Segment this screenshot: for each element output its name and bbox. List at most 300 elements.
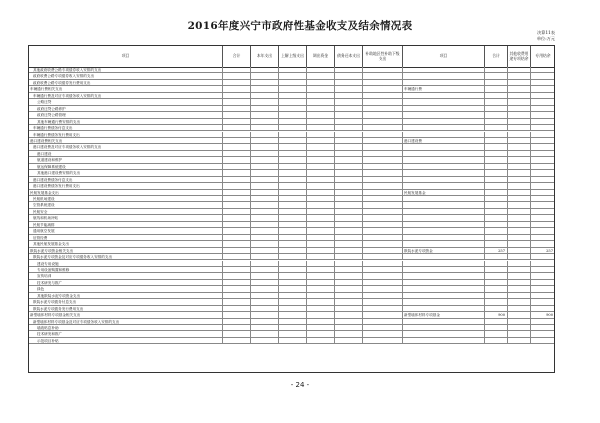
row-special: [531, 338, 555, 343]
row-right-total: [485, 67, 508, 72]
row-left-item: 政府还贷公路管理: [29, 112, 223, 117]
row-transfer-prev: [279, 228, 307, 233]
row-carryover: [508, 261, 531, 266]
row-current-year: [251, 319, 279, 324]
row-special: [531, 80, 555, 85]
row-transfer-fund: [307, 202, 335, 207]
row-right-total: [485, 125, 508, 130]
row-transfer-fund: [307, 312, 335, 317]
row-right-total: [485, 228, 508, 233]
row-special-transfer: [363, 164, 403, 169]
row-right-item: [403, 235, 485, 240]
row-carryover: [508, 235, 531, 240]
row-total: [223, 254, 251, 259]
row-debt-repay: [335, 325, 363, 330]
row-right-item: [403, 222, 485, 227]
row-debt-repay: [335, 183, 363, 188]
row-transfer-prev: [279, 331, 307, 336]
row-transfer-prev: [279, 93, 307, 98]
row-debt-repay: [335, 151, 363, 156]
row-right-item: [403, 215, 485, 220]
row-transfer-prev: [279, 235, 307, 240]
row-special-transfer: [363, 144, 403, 149]
row-right-item: [403, 125, 485, 130]
row-transfer-fund: [307, 119, 335, 124]
row-current-year: [251, 190, 279, 195]
row-transfer-prev: [279, 293, 307, 298]
row-special-transfer: [363, 228, 403, 233]
row-debt-repay: [335, 177, 363, 182]
row-current-year: [251, 331, 279, 336]
row-total: [223, 157, 251, 162]
row-total: [223, 144, 251, 149]
row-special-transfer: [363, 106, 403, 111]
row-left-item: 其他港口建设费安排的支出: [29, 170, 223, 175]
row-right-item: 港口建设费: [403, 138, 485, 143]
row-right-item: [403, 170, 485, 175]
row-debt-repay: [335, 331, 363, 336]
row-transfer-fund: [307, 273, 335, 278]
row-transfer-prev: [279, 190, 307, 195]
row-left-item: 其他散装水泥专项资金支出: [29, 293, 223, 298]
row-left-item: 车辆通行费相关支出: [29, 86, 223, 91]
row-right-item: [403, 73, 485, 78]
row-special: [531, 119, 555, 124]
row-transfer-fund: [307, 241, 335, 246]
row-special-transfer: [363, 132, 403, 137]
row-debt-repay: [335, 190, 363, 195]
row-carryover: [508, 183, 531, 188]
row-total: [223, 196, 251, 201]
row-right-item: [403, 273, 485, 278]
row-debt-repay: [335, 261, 363, 266]
row-transfer-prev: [279, 138, 307, 143]
row-right-item: [403, 151, 485, 156]
row-special-transfer: [363, 80, 403, 85]
row-left-item: 专用设备购置和维修: [29, 267, 223, 272]
row-special-transfer: [363, 202, 403, 207]
row-special: [531, 254, 555, 259]
row-special-transfer: [363, 280, 403, 285]
form-number: 决算11表: [537, 30, 555, 35]
row-total: [223, 86, 251, 91]
row-carryover: [508, 222, 531, 227]
row-right-item: [403, 254, 485, 259]
row-right-item: [403, 80, 485, 85]
row-current-year: [251, 241, 279, 246]
row-transfer-fund: [307, 319, 335, 324]
row-total: [223, 177, 251, 182]
row-right-item: [403, 106, 485, 111]
row-current-year: [251, 338, 279, 343]
row-special-transfer: [363, 67, 403, 72]
row-left-item: 航运保障系统建设: [29, 164, 223, 169]
row-carryover: [508, 293, 531, 298]
row-carryover: [508, 151, 531, 156]
row-transfer-fund: [307, 222, 335, 227]
row-debt-repay: [335, 93, 363, 98]
row-special: [531, 164, 555, 169]
row-special-transfer: [363, 286, 403, 291]
row-right-item: [403, 286, 485, 291]
row-left-item: 民航节能减排: [29, 222, 223, 227]
row-right-total: [485, 209, 508, 214]
row-left-item: 港口建设费相关支出: [29, 138, 223, 143]
row-right-item: [403, 331, 485, 336]
row-transfer-fund: [307, 151, 335, 156]
row-total: [223, 228, 251, 233]
row-transfer-prev: [279, 177, 307, 182]
row-special: [531, 325, 555, 330]
row-transfer-prev: [279, 299, 307, 304]
row-carryover: [508, 267, 531, 272]
row-transfer-fund: [307, 280, 335, 285]
row-special-transfer: [363, 273, 403, 278]
row-special: [531, 273, 555, 278]
row-right-total: [485, 202, 508, 207]
row-carryover: [508, 331, 531, 336]
row-transfer-prev: [279, 280, 307, 285]
row-special: [531, 157, 555, 162]
row-right-item: 新型墙体材料专项基金: [403, 312, 485, 317]
header-carryover: 其他收费用途专项结余: [508, 46, 531, 67]
row-total: [223, 222, 251, 227]
row-transfer-prev: [279, 267, 307, 272]
row-transfer-fund: [307, 144, 335, 149]
row-current-year: [251, 325, 279, 330]
row-total: [223, 267, 251, 272]
header-left-item: 项目: [29, 46, 223, 67]
row-total: [223, 170, 251, 175]
row-right-item: [403, 261, 485, 266]
row-right-item: [403, 299, 485, 304]
row-transfer-prev: [279, 338, 307, 343]
row-current-year: [251, 312, 279, 317]
row-right-item: 民航发展基金: [403, 190, 485, 195]
row-special: [531, 293, 555, 298]
row-special-transfer: [363, 306, 403, 311]
row-right-total: [485, 170, 508, 175]
row-special-transfer: [363, 267, 403, 272]
row-special: 900: [546, 313, 553, 318]
table-row: [29, 338, 554, 344]
row-right-total: [485, 157, 508, 162]
row-left-item: 港口建设: [29, 151, 223, 156]
header-transfer-fund: 调出资金: [307, 46, 335, 67]
row-transfer-fund: [307, 254, 335, 259]
row-left-item: 征管经费: [29, 235, 223, 240]
row-carryover: [508, 286, 531, 291]
header-special: 专用结余: [535, 53, 551, 59]
row-transfer-prev: [279, 144, 307, 149]
row-left-item: 航线和机场补贴: [29, 215, 223, 220]
row-transfer-fund: [307, 170, 335, 175]
row-total: [223, 183, 251, 188]
row-total: [223, 286, 251, 291]
row-debt-repay: [335, 338, 363, 343]
row-right-item: [403, 183, 485, 188]
row-current-year: [251, 254, 279, 259]
row-debt-repay: [335, 312, 363, 317]
row-carryover: [508, 164, 531, 169]
row-right-total: [485, 106, 508, 111]
row-carryover: [508, 73, 531, 78]
report-title: 2016年度兴宁市政府性基金收支及结余情况表: [187, 20, 413, 32]
row-carryover: [508, 241, 531, 246]
row-special-transfer: [363, 209, 403, 214]
row-special: [531, 235, 555, 240]
row-carryover: [508, 215, 531, 220]
row-current-year: [251, 132, 279, 137]
row-right-item: [403, 93, 485, 98]
row-special: [531, 286, 555, 291]
row-transfer-prev: [279, 99, 307, 104]
row-right-item: [403, 157, 485, 162]
row-left-item: 其他民航发展基金支出: [29, 241, 223, 246]
row-debt-repay: [335, 196, 363, 201]
row-transfer-prev: [279, 157, 307, 162]
row-right-total: [485, 144, 508, 149]
row-special-transfer: [363, 293, 403, 298]
row-debt-repay: [335, 202, 363, 207]
row-transfer-prev: [279, 209, 307, 214]
row-right-item: [403, 325, 485, 330]
row-special: [531, 331, 555, 336]
row-right-total: [485, 132, 508, 137]
row-current-year: [251, 151, 279, 156]
row-special: [531, 215, 555, 220]
row-special: [531, 112, 555, 117]
row-transfer-prev: [279, 215, 307, 220]
row-debt-repay: [335, 125, 363, 130]
row-transfer-fund: [307, 228, 335, 233]
row-left-item: 车辆通行费及对应专项债务收入安排的支出: [29, 93, 223, 98]
row-special: [531, 306, 555, 311]
row-transfer-prev: [279, 73, 307, 78]
row-debt-repay: [335, 267, 363, 272]
row-transfer-fund: [307, 267, 335, 272]
row-special-transfer: [363, 222, 403, 227]
row-transfer-fund: [307, 177, 335, 182]
row-right-item: 车辆通行费: [403, 86, 485, 91]
row-left-item: 港口建设费债务付息支出: [29, 177, 223, 182]
row-left-item: 港口建设费债务发行费用支出: [29, 183, 223, 188]
row-special-transfer: [363, 157, 403, 162]
row-right-total: [485, 196, 508, 201]
row-total: [223, 248, 251, 253]
row-carryover: [508, 138, 531, 143]
row-special-transfer: [363, 112, 403, 117]
row-left-item: 新型墙体材料专项基金相关支出: [29, 312, 223, 317]
row-special: [531, 261, 555, 266]
row-debt-repay: [335, 273, 363, 278]
row-special: [531, 93, 555, 98]
row-carryover: [508, 248, 531, 253]
row-transfer-prev: [279, 164, 307, 169]
row-transfer-prev: [279, 106, 307, 111]
row-special: [531, 132, 555, 137]
row-transfer-fund: [307, 196, 335, 201]
row-debt-repay: [335, 119, 363, 124]
row-left-item: 民航机场建设: [29, 196, 223, 201]
row-current-year: [251, 80, 279, 85]
row-right-item: [403, 267, 485, 272]
row-special-transfer: [363, 86, 403, 91]
row-right-total: 900: [485, 312, 508, 317]
row-special-transfer: [363, 196, 403, 201]
row-total: [223, 299, 251, 304]
row-special: [531, 170, 555, 175]
row-right-item: [403, 306, 485, 311]
row-transfer-prev: [279, 248, 307, 253]
row-transfer-prev: [279, 125, 307, 130]
row-current-year: [251, 164, 279, 169]
row-left-item: 其他车辆通行费安排的支出: [29, 119, 223, 124]
row-current-year: [251, 222, 279, 227]
row-carryover: [508, 325, 531, 330]
row-transfer-prev: [279, 112, 307, 117]
row-special-transfer: [363, 177, 403, 182]
row-transfer-prev: [279, 170, 307, 175]
row-left-item: 散装水泥专项债务发行费用支出: [29, 306, 223, 311]
row-left-item: 技术研发与推广: [29, 280, 223, 285]
row-debt-repay: [335, 215, 363, 220]
row-debt-repay: [335, 80, 363, 85]
row-right-item: 散装水泥专项资金: [403, 248, 485, 253]
row-current-year: [251, 86, 279, 91]
row-special-transfer: [363, 119, 403, 124]
row-transfer-fund: [307, 183, 335, 188]
row-debt-repay: [335, 112, 363, 117]
row-right-total: [485, 73, 508, 78]
row-carryover: [508, 190, 531, 195]
header-transfer-prev: 上解上级支出: [279, 46, 307, 67]
page-number: - 24 -: [290, 381, 310, 389]
row-special: [531, 183, 555, 188]
row-transfer-fund: [307, 209, 335, 214]
row-debt-repay: [335, 248, 363, 253]
row-transfer-prev: [279, 132, 307, 137]
row-transfer-prev: [279, 254, 307, 259]
row-current-year: [251, 202, 279, 207]
row-right-total: [485, 267, 508, 272]
row-left-item: 公路还贷: [29, 99, 223, 104]
row-left-item: 示范项目补贴: [29, 338, 223, 343]
row-total: [223, 99, 251, 104]
row-debt-repay: [335, 241, 363, 246]
row-right-total: [485, 190, 508, 195]
row-transfer-fund: [307, 261, 335, 266]
row-total: [223, 132, 251, 137]
row-special: [531, 196, 555, 201]
row-special-transfer: [363, 241, 403, 246]
row-right-total: [485, 80, 508, 85]
row-debt-repay: [335, 144, 363, 149]
row-special-transfer: [363, 151, 403, 156]
row-right-item: [403, 67, 485, 72]
row-debt-repay: [335, 99, 363, 104]
row-right-total: 257: [485, 248, 508, 253]
row-carryover: [508, 93, 531, 98]
row-special-transfer: [363, 312, 403, 317]
row-right-total: [485, 119, 508, 124]
row-total: [223, 67, 251, 72]
row-transfer-fund: [307, 331, 335, 336]
header-right-item: 项目: [403, 46, 485, 67]
row-transfer-prev: [279, 312, 307, 317]
row-carryover: [508, 228, 531, 233]
row-transfer-fund: [307, 73, 335, 78]
row-current-year: [251, 235, 279, 240]
row-transfer-prev: [279, 306, 307, 311]
row-left-item: 技术研发和推广: [29, 331, 223, 336]
row-total: [223, 312, 251, 317]
row-current-year: [251, 261, 279, 266]
row-right-item: [403, 196, 485, 201]
row-transfer-prev: [279, 86, 307, 91]
row-special-transfer: [363, 73, 403, 78]
row-transfer-prev: [279, 151, 307, 156]
row-right-item: [403, 209, 485, 214]
row-right-total: [485, 254, 508, 259]
row-right-total: [485, 273, 508, 278]
row-left-item: 航道建设和维护: [29, 157, 223, 162]
row-special-transfer: [363, 99, 403, 104]
row-right-total: [485, 86, 508, 91]
row-special: [531, 222, 555, 227]
row-left-item: 散装水泥专项资金及对应专项债务收入安排的支出: [29, 254, 223, 259]
row-special: [531, 67, 555, 72]
row-total: [223, 235, 251, 240]
row-current-year: [251, 248, 279, 253]
row-total: [223, 151, 251, 156]
row-transfer-fund: [307, 132, 335, 137]
row-total: [223, 73, 251, 78]
row-left-item: 其他政府收费公路专项债券收入安排的支出: [29, 67, 223, 72]
row-transfer-fund: [307, 138, 335, 143]
header-total: 合计: [223, 46, 251, 67]
row-right-total: [485, 112, 508, 117]
row-total: [223, 241, 251, 246]
row-special: [531, 125, 555, 130]
row-carryover: [508, 202, 531, 207]
row-debt-repay: [335, 86, 363, 91]
row-transfer-prev: [279, 273, 307, 278]
unit-label: 单位:万元: [536, 36, 555, 41]
row-debt-repay: [335, 222, 363, 227]
row-left-item: 新型墙体材料专项基金及对应专项债务收入安排的支出: [29, 319, 223, 324]
row-current-year: [251, 273, 279, 278]
row-total: [223, 209, 251, 214]
row-right-item: [403, 241, 485, 246]
row-debt-repay: [335, 319, 363, 324]
row-transfer-fund: [307, 293, 335, 298]
row-left-item: 建设专用设施: [29, 261, 223, 266]
row-total: [223, 119, 251, 124]
row-transfer-prev: [279, 286, 307, 291]
row-total: [223, 93, 251, 98]
row-right-total: [485, 183, 508, 188]
row-carryover: [508, 157, 531, 162]
row-carryover: [508, 338, 531, 343]
row-right-total: [485, 235, 508, 240]
row-total: [223, 293, 251, 298]
row-debt-repay: [335, 170, 363, 175]
row-carryover: [508, 196, 531, 201]
row-current-year: [251, 183, 279, 188]
row-special-transfer: [363, 299, 403, 304]
row-right-item: [403, 132, 485, 137]
